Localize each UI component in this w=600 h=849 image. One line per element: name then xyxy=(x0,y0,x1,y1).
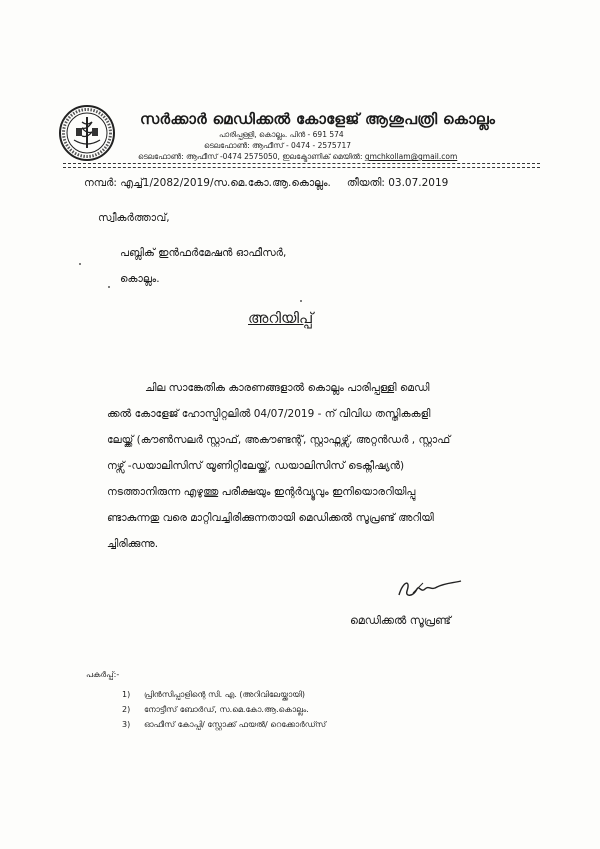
hospital-phone: ടെലഫോൺ: ആഫീസ് - 0474 - 2575717 xyxy=(204,141,352,150)
body-line: ണ്ടാകുന്നതു വരെ മാറ്റിവച്ചിരിക്കുന്നതായി മെഡിക്കൽ സൂപ്രണ്ട് അറിയി xyxy=(107,512,434,524)
copy-text: പ്രിൻസിപ്പാളിന്റെ സി. എ. (അറിവിലേയ്ക്കായി) xyxy=(144,690,305,699)
copy-text: ഓഫീസ് കോപ്പി/ സ്റ്റോക്ക് ഫയൽ/ റെക്കോർഡ്സ് xyxy=(144,720,327,729)
copy-text: നോട്ടീസ് ബോർഡ്, സ.മെ.കോ.ആ.കൊല്ലം. xyxy=(144,705,309,714)
signatory-title: മെഡിക്കൽ സൂപ്രണ്ട് xyxy=(350,614,451,627)
addressee-office: പബ്ലിക് ഇൻഫർമേഷൻ ഓഫീസർ, xyxy=(120,247,287,259)
copy-number: 1) xyxy=(122,690,131,699)
body-line: ച്ചിരിക്കുന്നു. xyxy=(107,538,159,550)
college-emblem-icon xyxy=(58,104,116,162)
body-line: ചില സാങ്കേതിക കാരണങ്ങളാൽ കൊല്ലം പാരിപ്പള്ളി മെഡി xyxy=(145,382,430,394)
copies-heading: പകർപ്പ്:- xyxy=(86,670,120,679)
addressee-salutation: സ്വീകർത്താവ്, xyxy=(98,212,170,224)
copy-number: 3) xyxy=(122,720,131,729)
copy-item xyxy=(122,720,326,730)
header-divider-2 xyxy=(63,167,540,168)
notice-subject: അറിയിപ്പ് xyxy=(248,309,314,327)
body-line: നഴ്സ് -ഡയാലിസിസ് യൂണിറ്റിലേയ്ക്ക്, ഡയാലിസിസ് ടെക്നീഷ്യൻ) xyxy=(107,460,405,472)
reference-number: നമ്പർ: എച്ച്1/2082/2019/സ.മെ.കോ.ആ.കൊല്ലം. xyxy=(84,177,331,189)
scan-speck xyxy=(79,263,81,265)
contact-text: ടെലഫോൺ: ആഫീസ് -0474 2575050, ഇലക്ട്രോണിക് മെയിൽ: xyxy=(138,152,365,161)
body-line: ലേയ്ക്ക് (കൗൺസലർ സ്റ്റാഫ്, അകൗണ്ടന്റ്, സ്റ്റാഫ്നഴ്സ്, അറ്റൻഡർ , സ്റ്റാഫ് xyxy=(107,434,451,446)
hospital-address: പാരിപ്പള്ളി, കൊല്ലം. പിൻ - 691 574 xyxy=(219,130,344,139)
header-divider xyxy=(63,163,540,164)
addressee-place: കൊല്ലം. xyxy=(120,273,160,285)
signature-mark xyxy=(395,577,465,603)
reference-date: തീയതി: 03.07.2019 xyxy=(346,177,449,189)
email-link[interactable]: gmchkollam@gmail.com xyxy=(364,152,458,161)
copy-number: 2) xyxy=(122,705,131,714)
reference-line xyxy=(84,177,448,190)
copy-item xyxy=(122,705,309,715)
scan-speck xyxy=(108,286,110,288)
hospital-name: സർക്കാർ മെഡിക്കൽ കോളേജ് ആശുപത്രി കൊല്ലം xyxy=(140,110,496,128)
scan-speck xyxy=(300,300,302,302)
body-line: നടത്താനിരുന്ന എഴുത്തു പരീക്ഷയും ഇന്റർവ്യൂവും ഇനിയൊരറിയിപ്പു xyxy=(107,486,416,498)
hospital-contact xyxy=(138,152,457,162)
body-line: ക്കൽ കോളേജ് ഹോസ്പിറ്റലിൽ 04/07/2019 - ന് വിവിധ തസ്തികകളി xyxy=(107,408,431,420)
copy-item xyxy=(122,690,305,700)
